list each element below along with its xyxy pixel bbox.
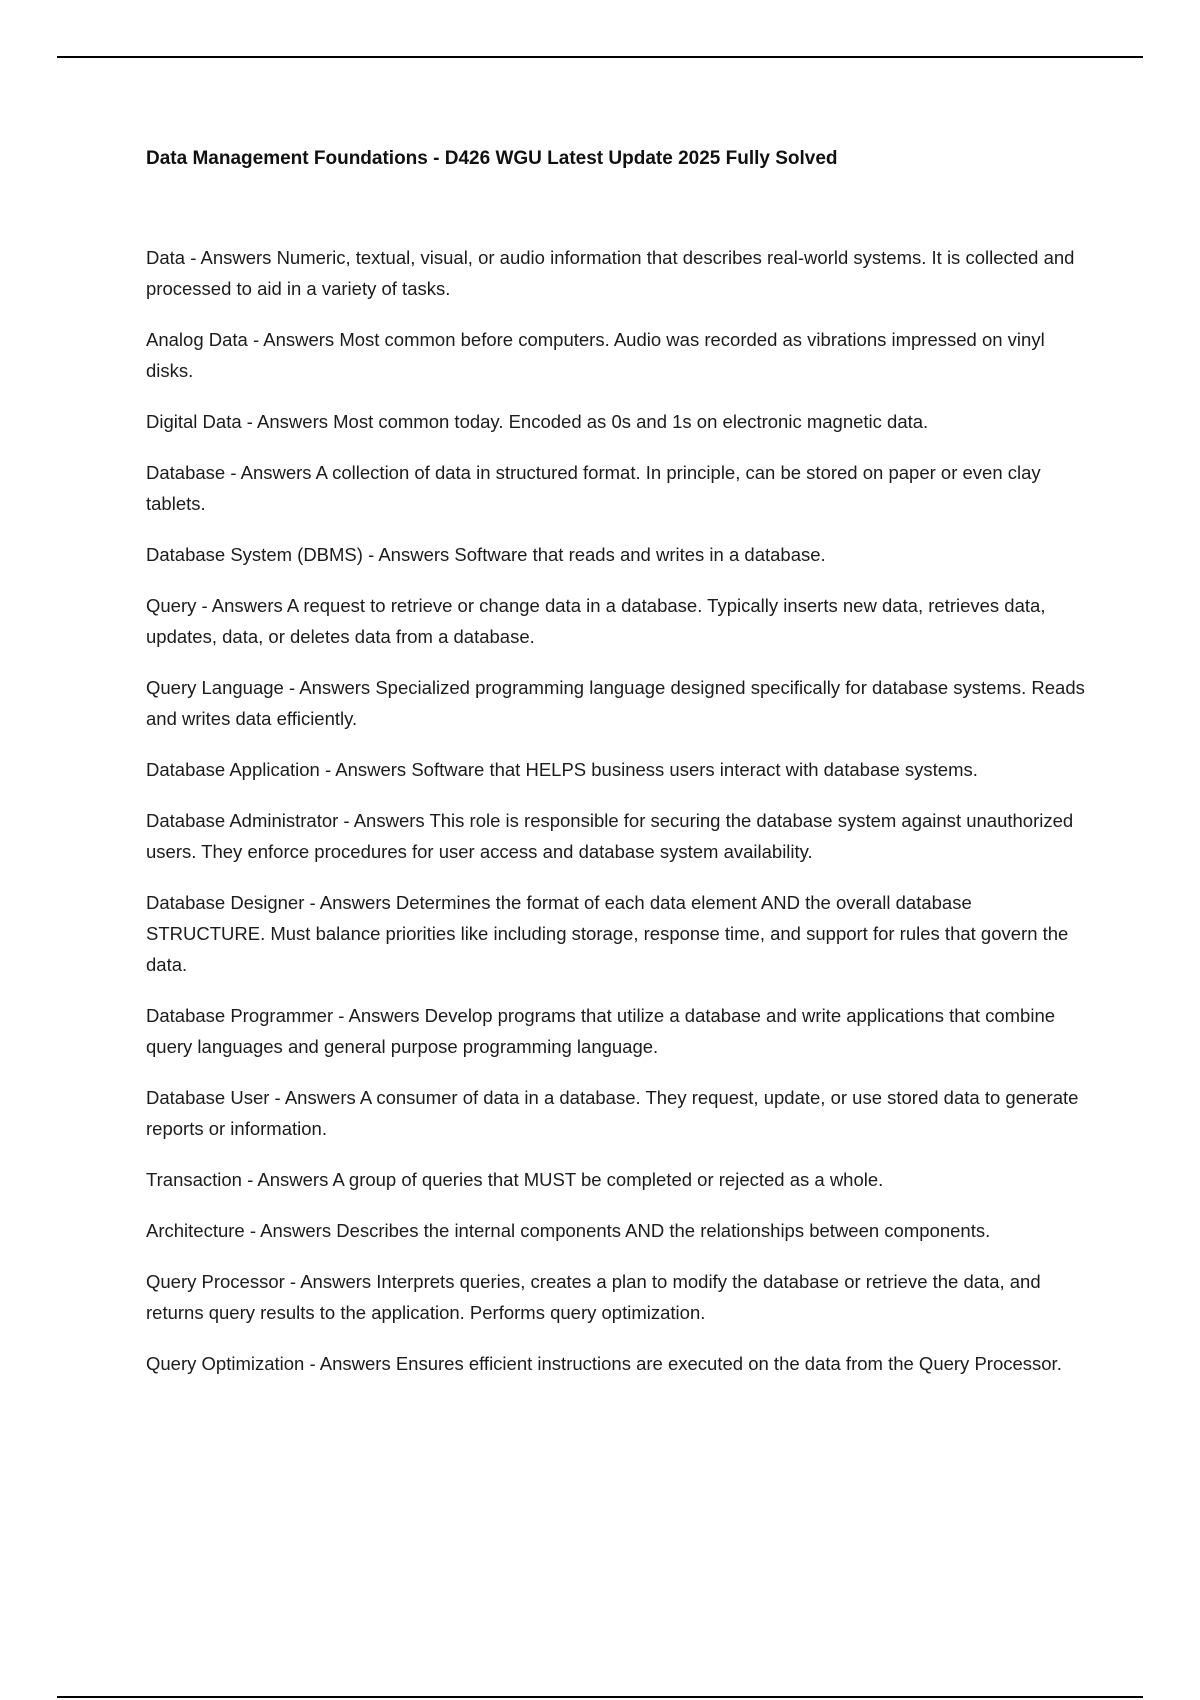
entry-database-programmer: Database Programmer - Answers Develop programs that utilize a database and write applications that combine query languages and general purpose programming language.	[146, 1005, 1056, 1057]
header-rule	[57, 56, 1143, 58]
document-title: Data Management Foundations - D426 WGU Latest Update 2025 Fully Solved	[146, 148, 838, 169]
document-body	[146, 146, 1092, 1399]
entry-digital-data: Digital Data - Answers Most common today. Encoded as 0s and 1s on electronic magnetic data.	[146, 411, 929, 432]
entry-database: Database - Answers A collection of data in structured format. In principle, can be stored on paper or even clay tablets.	[146, 462, 1041, 514]
entry-data: Data - Answers Numeric, textual, visual, or audio information that describes real-world systems. It is collected and processed to aid in a variety of tasks.	[146, 247, 1075, 299]
entry-database-application: Database Application - Answers Software that HELPS business users interact with database systems.	[146, 759, 978, 780]
entry-query-optimization: Query Optimization - Answers Ensures efficient instructions are executed on the data from the Query Processor.	[146, 1353, 1062, 1374]
entry-transaction: Transaction - Answers A group of queries that MUST be completed or rejected as a whole.	[146, 1169, 884, 1190]
footer-rule	[57, 1696, 1143, 1698]
entry-database-user: Database User - Answers A consumer of data in a database. They request, update, or use stored data to generate reports or information.	[146, 1087, 1079, 1139]
entry-query-language: Query Language - Answers Specialized programming language designed specifically for database systems. Reads and writes data efficiently.	[146, 677, 1085, 729]
entry-database-system: Database System (DBMS) - Answers Software that reads and writes in a database.	[146, 544, 826, 565]
entry-architecture: Architecture - Answers Describes the internal components AND the relationships between components.	[146, 1220, 991, 1241]
entry-query: Query - Answers A request to retrieve or change data in a database. Typically inserts new data, retrieves data, updates, data, or deletes data from a database.	[146, 595, 1046, 647]
entry-query-processor: Query Processor - Answers Interprets queries, creates a plan to modify the database or retrieve the data, and returns query results to the application. Performs query optimization.	[146, 1271, 1041, 1323]
entry-analog-data: Analog Data - Answers Most common before computers. Audio was recorded as vibrations impressed on vinyl disks.	[146, 329, 1045, 381]
entry-database-administrator: Database Administrator - Answers This role is responsible for securing the database system against unauthorized users. They enforce procedures for user access and database system availability.	[146, 810, 1074, 862]
entry-database-designer: Database Designer - Answers Determines the format of each data element AND the overall database STRUCTURE. Must balance priorities like including storage, response time, and support for rules that govern the data.	[146, 892, 1069, 975]
